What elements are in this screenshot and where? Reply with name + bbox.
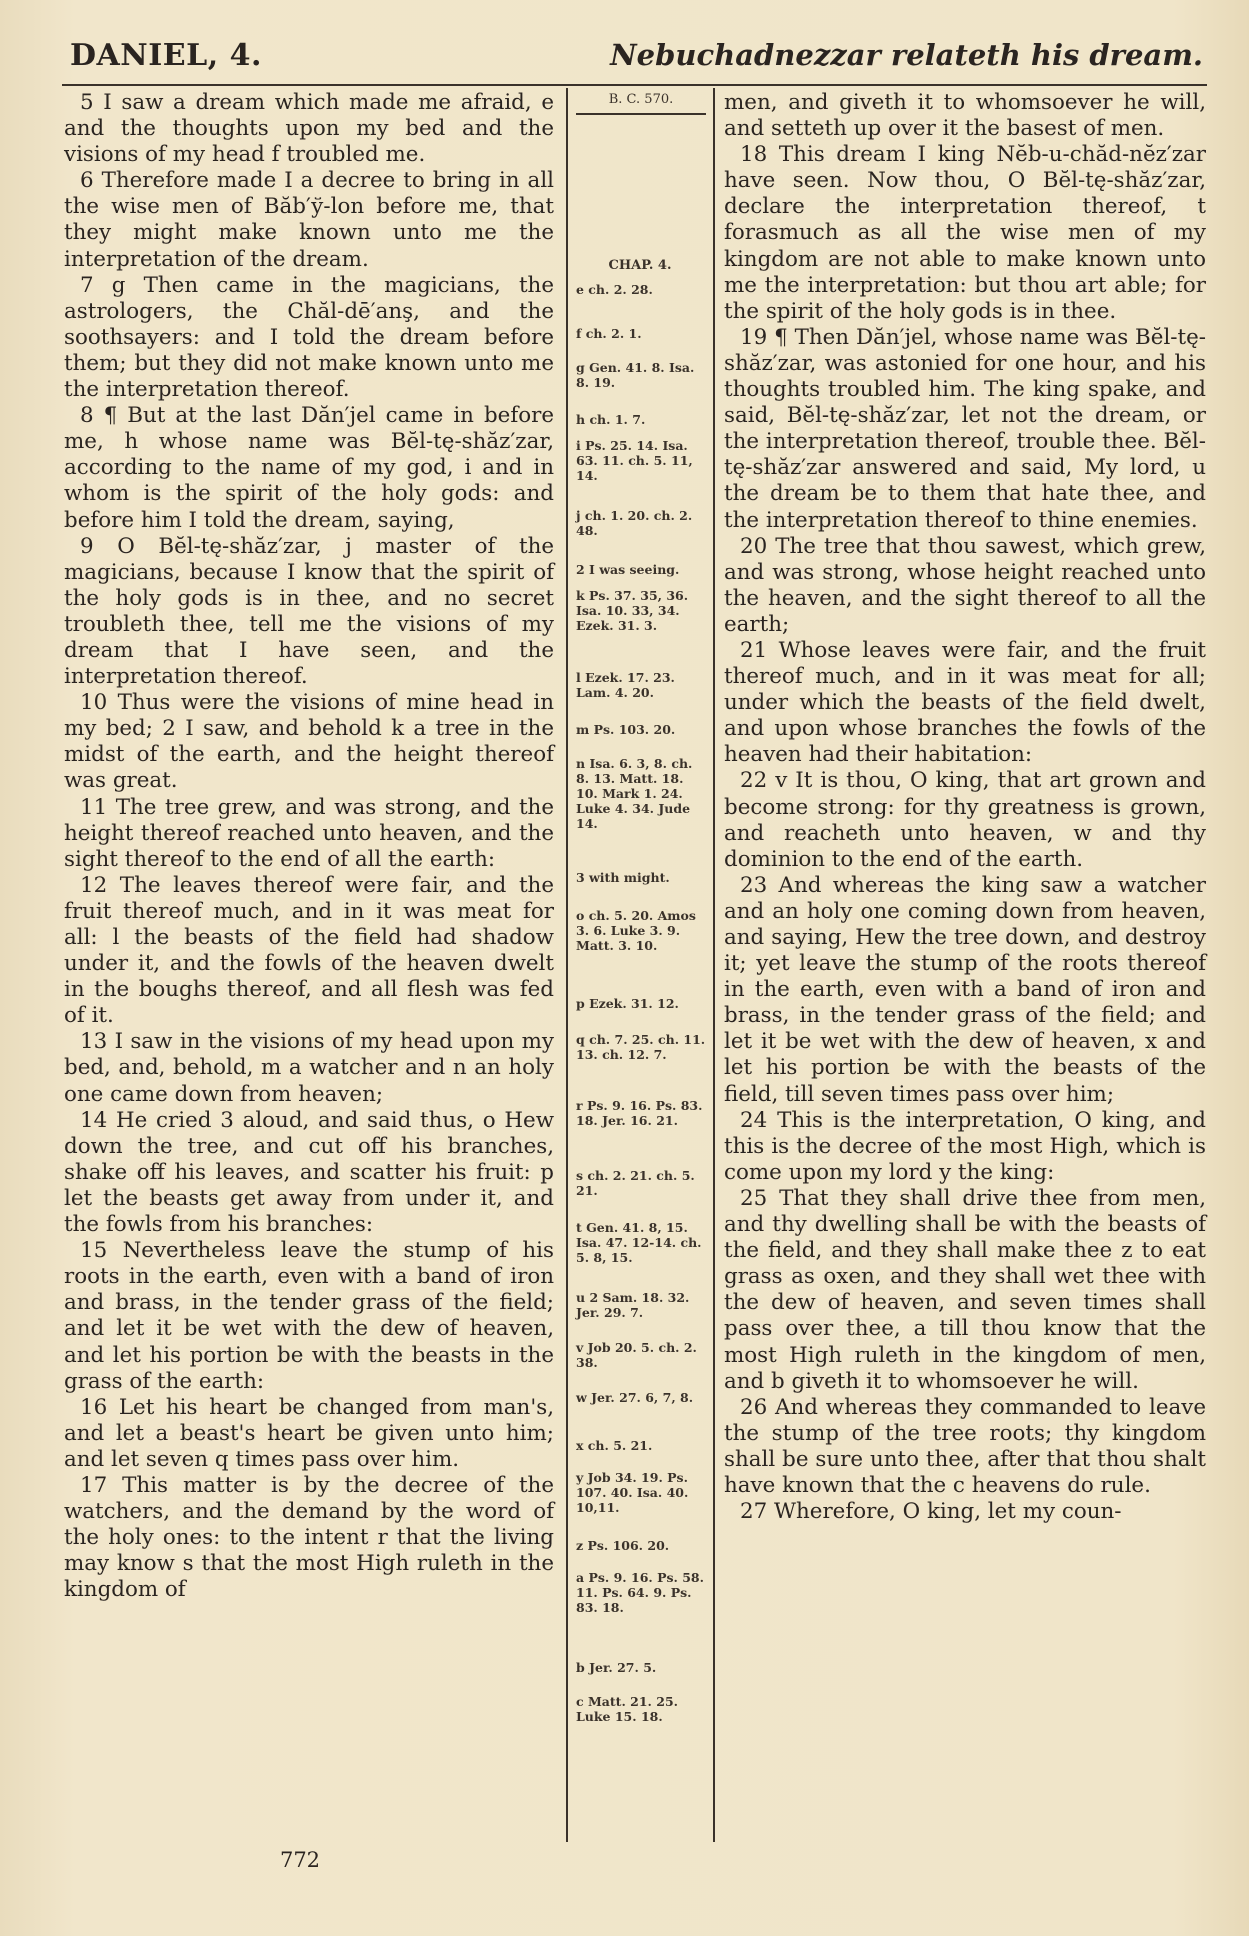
cross-reference: c Matt. 21. 25. Luke 15. 18. — [576, 1694, 678, 1724]
cross-reference: x ch. 5. 21. — [576, 1438, 653, 1453]
verse-5: 5 I saw a dream which made me afraid, e and the thoughts upon my bed and the visions of my head f troubled me. — [64, 90, 554, 168]
cross-reference: o ch. 5. 20. Amos 3. 6. Luke 3. 9. Matt. 3. 10. — [576, 908, 696, 953]
verse-21: 21 Whose leaves were fair, and the fruit thereof much, and in it was meat for all; under which the beasts of the field dwelt, and upon whose branches the fowls of the heaven had their habitation: — [724, 637, 1206, 768]
verse-26: 26 And whereas they commanded to leave the stump of the tree roots; thy kingdom shall be sure unto thee, after that thou shalt have known that the c heavens do rule. — [724, 1394, 1206, 1498]
verse-14: 14 He cried 3 aloud, and said thus, o Hew down the tree, and cut off his branches, shake off his leaves, and scatter his fruit: p let the beasts get away from under it, and the fowls from his branches: — [64, 1107, 554, 1238]
date-note: B. C. 570. — [576, 92, 706, 115]
cross-reference: f ch. 2. 1. — [576, 326, 642, 341]
cross-reference: n Isa. 6. 3, 8. ch. 8. 13. Matt. 18. 10. Mark 1. 24. Luke 4. 34. Jude 14. — [576, 756, 693, 831]
verse-22: 22 v It is thou, O king, that art grown and become strong: for thy greatness is grown, and reacheth unto heaven, w and thy dominion to the end of the earth. — [724, 768, 1206, 872]
cross-reference: k Ps. 37. 35, 36. Isa. 10. 33, 34. Ezek. 31. 3. — [576, 588, 689, 633]
verse-19: 19 ¶ Then Dăn′jel, whose name was Bĕl-tę-shăz′zar, was astonied for one hour, and his thoughts troubled him. The king spake, and said, Bĕl-tę-shăz′zar, let not the dream, or the interpretation thereof, trouble thee. Bĕl-tę-shăz′zar answered and said, My lord, u the dream be to them that hate thee, and the interpretation thereof to thine enemies. — [724, 324, 1206, 533]
verse-9: 9 O Bĕl-tę-shăz′zar, j master of the magicians, because I know that the spirit of the holy gods is in thee, and no secret troubleth thee, tell me the visions of my dream that I have seen, and the interpretation thereof. — [64, 533, 554, 690]
verse-10: 10 Thus were the visions of mine head in my bed; 2 I saw, and behold k a tree in the midst of the earth, and the height thereof was great. — [64, 690, 554, 794]
verse-15: 15 Nevertheless leave the stump of his roots in the earth, even with a band of iron and brass, in the tender grass of the field; and let it be wet with the dew of heaven, and let his portion be with the beasts in the grass of the earth: — [64, 1238, 554, 1394]
cross-reference: t Gen. 41. 8, 15. Isa. 47. 12-14. ch. 5. 8, 15. — [576, 1220, 702, 1265]
verse-6: 6 Therefore made I a decree to bring in all the wise men of Băb′ў-lon before me, that they might make known unto me the interpretation of the dream. — [64, 168, 554, 272]
verse-24: 24 This is the interpretation, O king, and this is the decree of the most High, which is come upon my lord y the king: — [724, 1107, 1206, 1185]
verse-20: 20 The tree that thou sawest, which grew, and was strong, whose height reached unto the heaven, and the sight thereof to all the earth; — [724, 533, 1206, 637]
running-header — [70, 38, 1203, 86]
cross-reference: u 2 Sam. 18. 32. Jer. 29. 7. — [576, 1290, 690, 1320]
cross-reference: q ch. 7. 25. ch. 11. 13. ch. 12. 7. — [576, 1032, 706, 1062]
cross-reference: 2 I was seeing. — [576, 562, 680, 577]
verse-17: 17 This matter is by the decree of the watchers, and the demand by the word of the holy ones: to the intent r that the living may know s that the most High ruleth in the kingdom of — [64, 1472, 554, 1603]
verse-13: 13 I saw in the visions of my head upon my bed, and, behold, m a watcher and n an holy one came down from heaven; — [64, 1029, 554, 1107]
verse-23: 23 And whereas the king saw a watcher and an holy one coming down from heaven, and saying, Hew the tree down, and destroy it; yet leave the stump of the roots thereof in the earth, even with a band of iron and brass, in the tender grass of the field; and let it be wet with the dew of heaven, x and let his portion be with the beasts of the field, till seven times pass over him; — [724, 872, 1206, 1107]
verse-25: 25 That they shall drive thee from men, and thy dwelling shall be with the beasts of the field, and they shall make thee z to eat grass as oxen, and they shall wet thee with the dew of heaven, and seven times shall pass over thee, a till thou know that the most High ruleth in the kingdom of men, and b giveth it to whomsoever he will. — [724, 1185, 1206, 1394]
cross-reference: v Job 20. 5. ch. 2. 38. — [576, 1340, 697, 1370]
cross-reference: h ch. 1. 7. — [576, 412, 646, 427]
cross-reference: s ch. 2. 21. ch. 5. 21. — [576, 1168, 695, 1198]
cross-reference: i Ps. 25. 14. Isa. 63. 11. ch. 5. 11, 14. — [576, 438, 693, 483]
right-text-column — [724, 90, 1206, 1525]
chapter-label: CHAP. 4. — [608, 258, 672, 273]
cross-reference: w Jer. 27. 6, 7, 8. — [576, 1390, 694, 1405]
verse-12: 12 The leaves thereof were fair, and the fruit thereof much, and in it was meat for all: l the beasts of the field had shadow under it, and the fowls of the heaven dwelt in the boughs thereof, and all flesh was fed of it. — [64, 872, 554, 1029]
cross-reference: g Gen. 41. 8. Isa. 8. 19. — [576, 360, 695, 390]
cross-reference: l Ezek. 17. 23. Lam. 4. 20. — [576, 670, 675, 700]
cross-reference: y Job 34. 19. Ps. 107. 40. Isa. 40. 10,11. — [576, 1470, 689, 1515]
verse-16: 16 Let his heart be changed from man's, and let a beast's heart be given unto him; and let seven q times pass over him. — [64, 1394, 554, 1472]
book-chapter-heading: DANIEL, 4. — [70, 38, 262, 73]
verse-7: 7 g Then came in the magicians, the astrologers, the Chăl-dē′anş, and the soothsayers: and I told the dream before them; but they did not make known unto me the interpretation thereof. — [64, 272, 554, 403]
cross-reference: a Ps. 9. 16. Ps. 58. 11. Ps. 64. 9. Ps. 83. 18. — [576, 1570, 704, 1615]
verse-27: 27 Wherefore, O king, let my coun- — [740, 1499, 1122, 1525]
header-rule — [62, 84, 1207, 86]
center-reference-column — [570, 92, 710, 1724]
cross-reference: z Ps. 106. 20. — [576, 1538, 670, 1553]
verse-18: 18 This dream I king Nĕb-u-chăd-nĕz′zar have seen. Now thou, O Bĕl-tę-shăz′zar, declare the interpretation thereof, t forasmuch as all the wise men of my kingdom are not able to make known unto me the interpretation: but thou art able; for the spirit of the holy gods is in thee. — [724, 142, 1206, 324]
column-divider-right — [713, 88, 715, 1842]
cross-reference: m Ps. 103. 20. — [576, 722, 676, 737]
verse-11: 11 The tree grew, and was strong, and the height thereof reached unto heaven, and the sight thereof to the end of all the earth: — [64, 794, 554, 872]
page-topic-heading: Nebuchadnezzar relateth his dream. — [610, 38, 1203, 72]
cross-reference: b Jer. 27. 5. — [576, 1660, 657, 1675]
column-divider-left — [566, 88, 568, 1842]
left-text-column — [64, 90, 554, 1603]
verse-17-continued: men, and giveth it to whomsoever he will, and setteth up over it the basest of men. — [724, 90, 1206, 142]
cross-reference: j ch. 1. 20. ch. 2. 48. — [576, 508, 693, 538]
cross-reference: p Ezek. 31. 12. — [576, 996, 679, 1011]
verse-8: 8 ¶ But at the last Dăn′jel came in before me, h whose name was Bĕl-tę-shăz′zar, according to the name of my god, i and in whom is the spirit of the holy gods: and before him I told the dream, saying, — [64, 403, 554, 533]
cross-reference: 3 with might. — [576, 870, 670, 885]
cross-reference: r Ps. 9. 16. Ps. 83. 18. Jer. 16. 21. — [576, 1098, 703, 1128]
page-number: 772 — [279, 1848, 321, 1872]
cross-reference: e ch. 2. 28. — [576, 282, 653, 297]
